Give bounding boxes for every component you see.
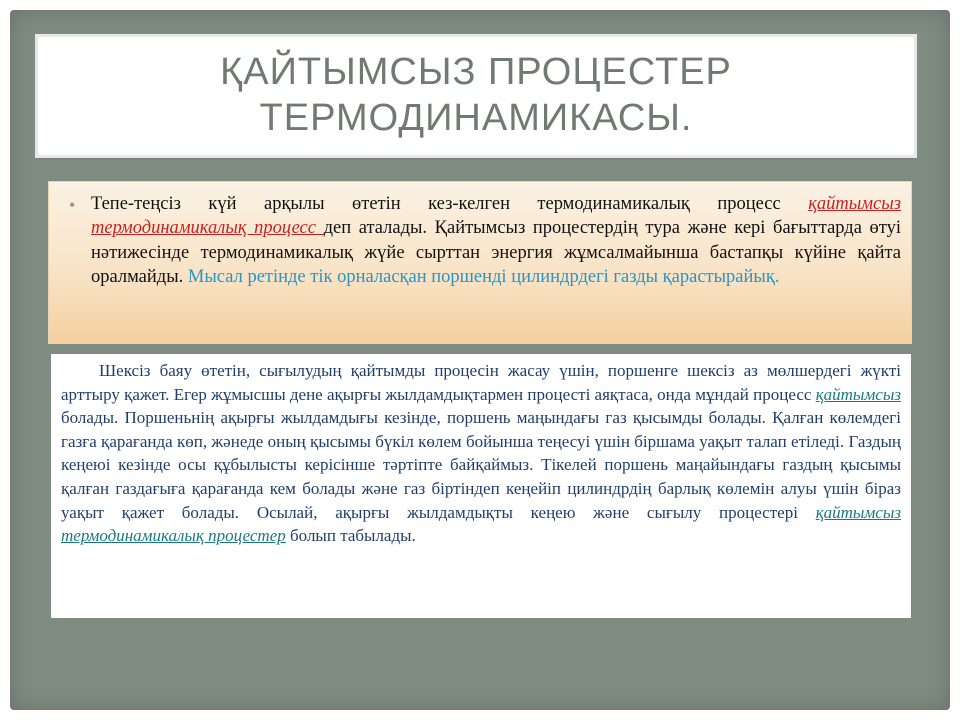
title-box [38, 37, 914, 155]
bullet-paragraph [91, 192, 901, 290]
detail-part-2: болады. Поршеньнің ақырғы жылдамдығы кезінде, поршень маңындағы газ қысымды болады. Қалған көлемдегі газға қарағанда көп, жәнеде оның қысымы бүкіл көлем бойынша теңесуі үшін біршама уақыт талап етіледі. Газдың кеңеюі кезінде осы құбылысты керісінше тәртіпте байқаймыз. Тікелей поршень маңайындағы газдың қысымы қалған газдағыға қарағанда кем болады және газ біртіндеп кеңейіп цилиндрдің барлық көлемін алуы үшін біраз уақыт қажет болады. Осылай, ақырғы жылдамдықты кеңею және сығылу процестері [61, 408, 901, 522]
bullet-text-before: Тепе-теңсіз күй арқылы өтетін кез-келген термодинамикалық процесс [91, 194, 809, 214]
detail-box [51, 354, 911, 618]
detail-part-1: Шексіз баяу өтетін, сығылудың қайтымды процесін жасау үшін, поршенге шексіз аз мөлшердегі жүкті арттыру қажет. Егер жұмысшы дене ақырғы жылдамдықтармен процесті аяқтаса, онда мұндай процесс [61, 361, 901, 404]
bullet-marker: • [69, 195, 76, 215]
detail-part-3: болып табылады. [285, 526, 416, 546]
term-link-irreversible-process[interactable]: қайтымсыз термодинамикалық процесс [91, 194, 901, 239]
term-link-irreversible[interactable]: қайтымсыз [815, 384, 901, 404]
detail-paragraph [61, 359, 901, 548]
example-text: Мысал ретінде тік орналасқан поршенді цилиндрдегі газды қарастырайық. [187, 267, 780, 288]
title-line-2: ТЕРМОДИНАМИКАСЫ. [259, 97, 693, 139]
bullet-box [48, 181, 912, 344]
page-title [38, 49, 914, 141]
bullet-text-after: деп аталады. Қайтымсыз процестердің тура және кері бағыттарда өтуі нәтижесінде термодинамикалық жүйе сырттан энергия жұмсалмайынша бастапқы күйіне қайта оралмайды. [91, 218, 901, 288]
title-line-1: ҚАЙТЫМСЫЗ ПРОЦЕСТЕР [220, 51, 732, 93]
term-link-irreversible-processes[interactable]: қайтымсыз термодинамикалық процестер [61, 502, 901, 546]
